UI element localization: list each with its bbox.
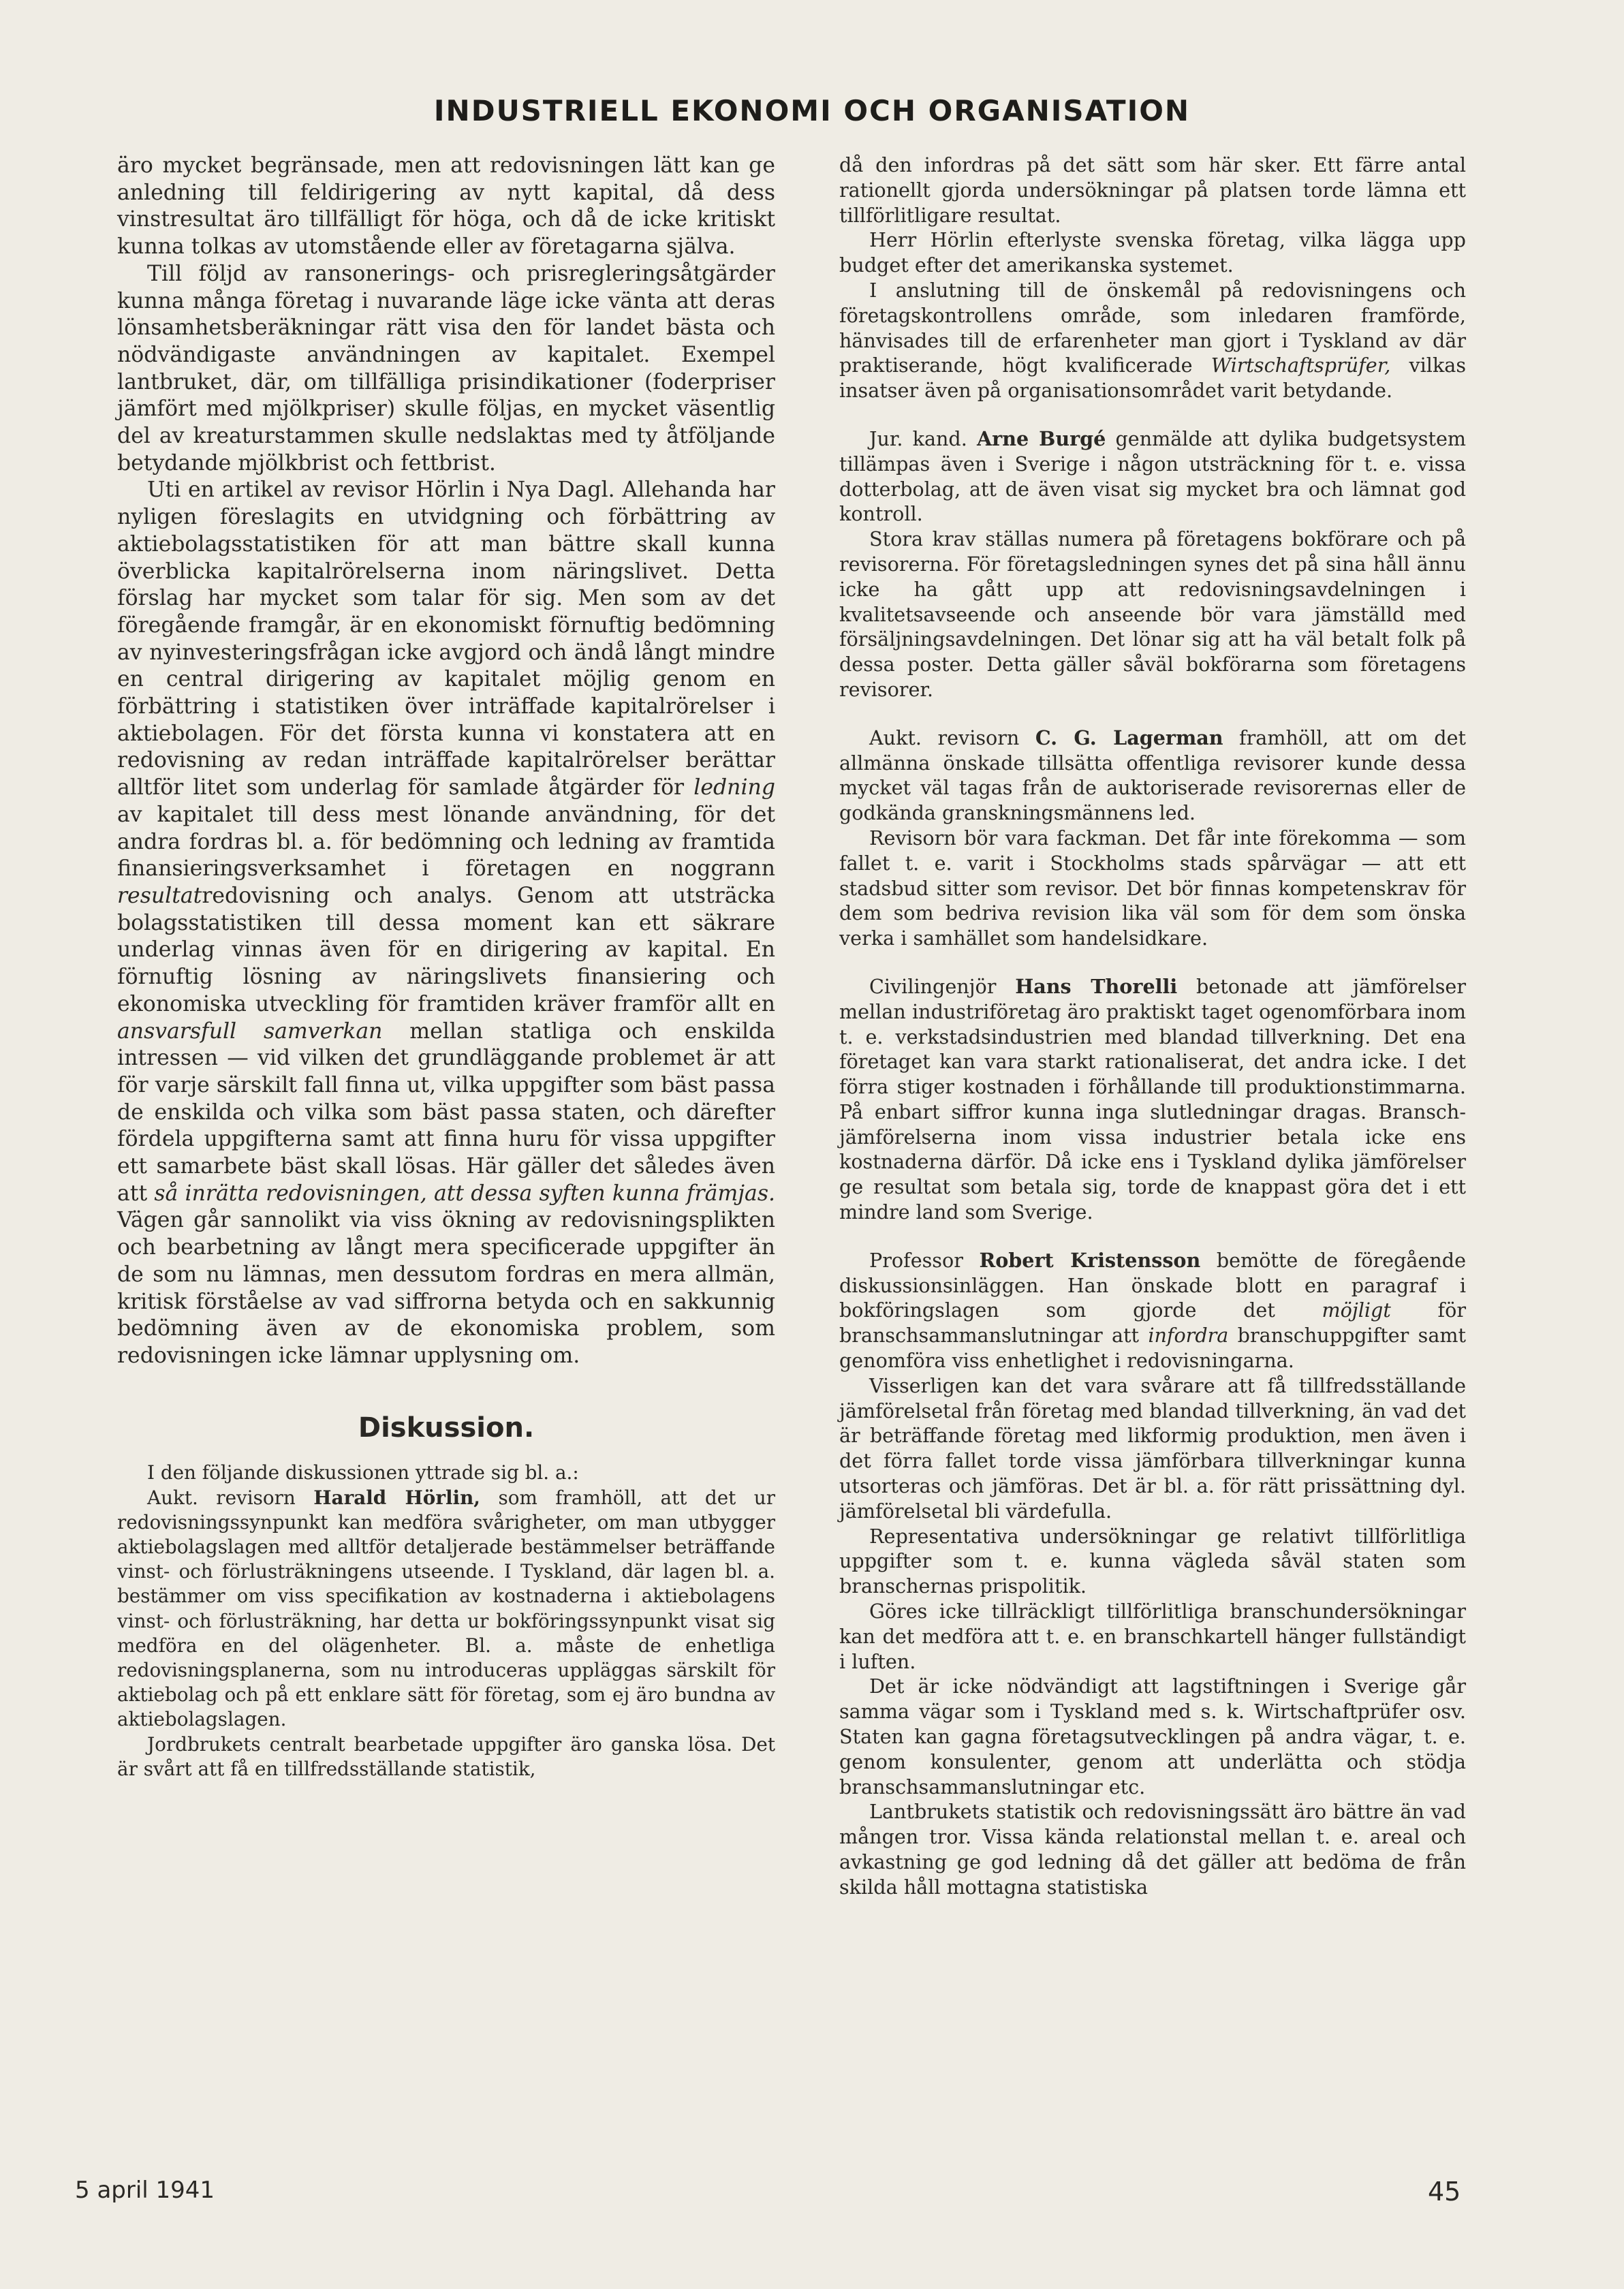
text-run: redovisning och analys. Genom att utsträcka bolagsstatistiken till dessa moment kan ett säkrare underlag vinnas även för en dirigering av kapital. En förnuftig lösning av näringslivets finansiering och ekonomiska utveckling för framtiden kräver framför allt en	[117, 883, 775, 1016]
paragraph: Stora krav ställas numera på företagens bokförare och på revisorerna. För företagsledningen synes det på sina håll ännu icke ha gått upp att redovisningsavdelningen i kvalitetsavseende och anseende bör vara jämställd med försäljningsavdelningen. Det lönar sig att ha väl betalt folk på dessa poster. Detta gäller såväl bokförarna som företagens revisorer.	[839, 527, 1466, 701]
text-run: Aukt. revisorn	[869, 726, 1035, 749]
text-run: framhöll, att om det allmänna önskade tillsätta offentliga revisorer kunde dessa mycket väl tagas från de auktoriserade revisorernas eller de godkända granskningsmännens led.	[839, 726, 1466, 825]
italic-text: Wirtschaftsprüfer,	[1211, 354, 1391, 377]
text-run: av kapitalet till dess mest lönande användning, för det andra fordras bl. a. för bedömning och ledning av framtida finansieringsverksamhet i företagen en noggrann	[117, 802, 775, 882]
right-column	[839, 153, 1466, 2149]
text-run: Civilingenjör	[869, 974, 1016, 998]
paragraph: Visserligen kan det vara svårare att få tillfredsställande jämförelsetal från företag med blandad tillverkning, än vad det är beträffande företag med likformig produktion, men även i det förra fallet torde vissa jämförbara tillverkningar kunna utsorteras och jämföras. Det är bl. a. för rätt prissättning dyl. jämförelsetal bli värdefulla.	[839, 1373, 1466, 1523]
text-run: Vägen går sannolikt via viss ökning av redovisningsplikten och bearbetning av långt mera specificerade uppgifter än de som nu lämnas, men dessutom fordras en mera allmän, kritisk förståelse av vad siffrorna betyda och en sakkunnig bedömning även av de ekonomiska problem, som redovisningen icke lämnar upplysning om.	[117, 1208, 775, 1368]
italic-text: ledning	[693, 775, 775, 800]
paragraph: Det är icke nödvändigt att lagstiftningen i Sverige går samma vägar som i Tyskland med s. k. Wirtschaftprüfer osv. Staten kan gagna företagsutvecklingen på andra vägar, t. e. genom konsulenter, genom att underlätta och stödja branschsammanslutningar etc.	[839, 1675, 1466, 1798]
paragraph: Jordbrukets centralt bearbetade uppgifter äro ganska lösa. Det är svårt att få en tillfredsställande statistik,	[117, 1732, 775, 1780]
text-run: branschuppgifter samt genomföra viss enhetlighet i redovisningarna.	[839, 1324, 1466, 1373]
footer-date: 5 april 1941	[75, 2177, 215, 2204]
text-run: som framhöll, att det ur redovisningssynpunkt kan medföra svårigheter, om man utbygger aktiebolagslagen med alltför detaljerade bestämmelser beträffande vinst- och förlusträkningens utseende. I Tyskland, där lagen bl. a. bestämmer om viss specifikation av kostnaderna i aktiebolagens vinst- och förlusträkning, har detta ur bokföringssynpunkt visat sig medföra en del olägenheter. Bl. a. måste de enhetliga redovisningsplanerna, som nu introduceras uppläggas särskilt för aktiebolag och på ett enklare sätt för företag, som ej äro bundna av aktiebolagslagen.	[117, 1486, 775, 1731]
italic-text: möjligt	[1322, 1298, 1391, 1322]
paragraph	[839, 426, 1466, 527]
text-run: Professor	[869, 1248, 980, 1272]
speaker-name: C. G. Lagerman	[1035, 726, 1223, 749]
speaker-name: Hans Thorelli	[1015, 974, 1178, 998]
paragraph: äro mycket begränsade, men att redovisningen lätt kan ge anledning till feldirigering av nytt kapital, då dess vinstresultat äro tillfälligt för höga, och då de icke kritiskt kunna tolkas av utomstående eller av företagarna själva.	[117, 153, 775, 260]
left-column	[117, 153, 775, 2149]
paragraph	[117, 477, 775, 1369]
text-run: Uti en artikel av revisor Hörlin i Nya Dagl. Allehanda har nyligen föreslagits en utvidgning och förbättring av aktiebolagsstatistiken för att man bättre skall kunna överblicka kapitalrörelserna inom näringslivet. Detta förslag har mycket som talar för sig. Men som av det föregående framgår, är en ekonomiskt förnuftig bedömning av nyinvesteringsfrågan icke avgjord och ändå långt mindre en central dirigering av kapitalet möjlig genom en förbättring i statistiken över inträffade kapitalrörelser i aktiebolagen. För det första kunna vi konstatera att en redovisning av redan inträffade kapitalrörelser berättar alltför litet som underlag för samlade åtgärder för	[117, 478, 775, 800]
text-run: mellan statliga och enskilda intressen — vid vilken det grundläggande problemet är att för varje särskilt fall finna ut, vilka uppgifter som bäst passa de enskilda och vilka som bäst passa staten, och därefter fördela uppgifterna samt att finna huru för vissa uppgifter ett samarbete bäst skall lösas. Här gäller det således även att	[117, 1018, 775, 1206]
paragraph: Revisorn bör vara fackman. Det får inte förekomma — som fallet t. e. varit i Stockholms stads spårvägar — att ett stadsbud sitter som revisor. Det bör finnas kompetenskrav för dem som bedriva revision lika väl som för dem som önska verka i samhället som handelsidkare.	[839, 826, 1466, 950]
text-run: vilkas insatser även på organisationsområdet varit betydande.	[839, 354, 1466, 403]
italic-text: ansvarsfull samverkan	[117, 1018, 383, 1044]
section-title: Diskussion.	[358, 1412, 535, 1444]
italic-text: resultat	[117, 883, 202, 908]
discussion-block	[117, 1461, 775, 1781]
italic-text: så inrätta redovisningen, att dessa syften kunna främjas.	[154, 1181, 775, 1206]
paragraph	[839, 974, 1466, 1225]
text-run: I anslutning till de önskemål på redovisningens och företagskontrollens område, som inledaren framförde, hänvisades till de erfarenheter man gjort i Tyskland av där praktiserande, högt kvalificerade	[839, 278, 1466, 377]
paragraph: Göres icke tillräckligt tillförlitliga branschundersökningar kan det medföra att t. e. en branschkartell hänger fullständigt i luften.	[839, 1600, 1466, 1673]
paragraph: Representativa undersökningar ge relativt tillförlitliga uppgifter som t. e. kunna vägleda såväl staten som branschernas prispolitik.	[839, 1524, 1466, 1598]
paragraph: I den följande diskussionen yttrade sig bl. a.:	[147, 1461, 579, 1484]
paragraph	[839, 726, 1466, 826]
speaker-name: Arne Burgé	[976, 426, 1106, 450]
italic-text: infordra	[1148, 1324, 1229, 1348]
paragraph: Herr Hörlin efterlyste svenska företag, vilka lägga upp budget efter det amerikanska systemet.	[839, 228, 1466, 277]
text-run: betonade att jämförelser mellan industriföretag äro praktiskt taget ogenomförbara inom t. e. verkstadsindustrien med blandad tillverkning. Det ena företaget kan vara starkt rationaliserat, det andra icke. I det förra stiger kostnaden i förhållande till produktionstimmarna. På enbart siffror kunna inga slutledningar dragas. Bransch-jämförelserna inom vissa industrier betala icke ens kostnaderna därför. Då icke ens i Tyskland dylika jämförelser ge resultat som betala sig, torde de knappast göra det i ett mindre land som Sverige.	[839, 974, 1466, 1224]
page-number: 45	[1428, 2177, 1461, 2207]
paragraph: Lantbrukets statistik och redovisningssätt äro bättre än vad mången tror. Vissa kända relationstal mellan t. e. areal och avkastning ge god ledning då det gäller att bedöma de från skilda håll mottagna statistiska	[839, 1800, 1466, 1899]
text-run: Aukt. revisorn	[147, 1486, 314, 1509]
paragraph: då den infordras på det sätt som här sker. Ett färre antal rationellt gjorda undersökningar på platsen torde lämna ett tillförlitligare resultat.	[839, 153, 1466, 227]
text-run: Jur. kand.	[869, 426, 977, 450]
speaker-name: Harald Hörlin,	[313, 1486, 480, 1509]
text-run: genmälde att dylika budgetsystem tillämpas även i Sverige i någon utsträckning för t. e. vissa dotterbolag, att de även visat sig mycket bra och lämnat god kontroll.	[839, 426, 1466, 526]
paragraph	[839, 278, 1466, 403]
speaker-name: Robert Kristensson	[979, 1248, 1201, 1272]
paragraph	[117, 1486, 775, 1732]
text-run: bemötte de föregående diskussionsinläggen. Han önskade blott en paragraf i bokföringslagen som gjorde det	[839, 1248, 1466, 1322]
running-header: INDUSTRIELL EKONOMI OCH ORGANISATION	[433, 94, 1191, 127]
text-run: för branschsammanslutningar att	[839, 1298, 1466, 1348]
paragraph: Till följd av ransonerings- och prisregleringsåtgärder kunna många företag i nuvarande läge icke vänta att deras lönsamhetsberäkningar rätt visa den för landet bästa och nödvändigaste användningen av kapitalet. Exempel lantbruket, där, om tillfälliga prisindikationer (foderpriser jämfört med mjölkpriser) skulle följas, en mycket väsentlig del av kreaturstammen skulle nedslaktas med ty åtföljande betydande mjölkbrist och fettbrist.	[117, 261, 775, 476]
paragraph	[839, 1248, 1466, 1373]
